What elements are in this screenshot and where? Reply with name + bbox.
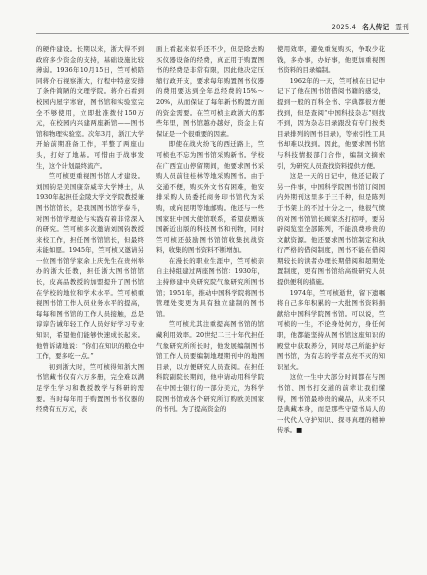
issue-date: 2025.4 <box>331 22 357 31</box>
paragraph: 1962年的一天，竺可桢在日记中记下了他在图书馆借阅书籍的感受，提到一般的百科全书、字典都很方便找到，但是查阅“中国科技杂志”则找不到，因为杂志目录跟没有专门按类目录排列的图书目录)，等索引性工具书却难以找到。因此，他要求图书馆与科技情报部门合作，编制文摘索引，为研究人员查找资料提供方便。 <box>277 76 385 170</box>
paragraph: 面上看起来似乎还不少，但是除去购买仪器设备的经费，真正用于购置图书的经费是非常有限，因此他决定压缩行政开支，要求每年购置图书仪器的费用要达到全年总经费的15%～20%，从而保证了每年新书购置方面的资金需要。在竺可桢主政浙大的那些年里，图书馆越办越好，资金上有保证是一个很重要的因素。 <box>156 45 264 138</box>
paragraph: 在漫长的职业生涯中，竺可桢亲自主持组建过两座图书馆：1930年，主持修建中央研究院气象研究所图书馆；1951年，推动中国科学院将图书管理处变更为具有独立建制的图书馆。 <box>156 256 264 318</box>
paragraph: 的硬件建设。长期以来，浙大得不到政府多少资金的支持，基础设施比较薄弱。1936年10月15日，竺可桢陪同蒋介石视察浙大，行程中特意安排了条件简陋的文理学院。蒋介石看到校园内屋宇寒窘，图书馆和实验室完全不够使用，立即批准拨付150万元，在校园内兴建两座新馆——图书馆和物理实验室。次年3月，浙江大学开始前期准备工作，平整了两座山头，打好了地基。可惜由于战事发生，这个计划最终流产。 <box>36 45 144 170</box>
paragraph: 竺可桢尤其注重提高图书馆的馆藏利用效率。20世纪二三十年代担任气象研究所所长时，他发展编制图书馆工作人员要编制地理期刊中的地图目录，以方便研究人员查阅。在担任科院副院长期间，他申请动用科学院在中国士银行的一部分美元，为科学院图书馆或各个研究所订购欧美国家的书刊。为了提高资金的 <box>156 320 264 414</box>
magazine-name: 名人传记 <box>362 23 390 31</box>
article-column-2 <box>156 44 264 415</box>
paragraph: 这位一生中大部分时间都在与图书馆、图书打交道的前辈让我们懂得，图书馆最珍贵的藏品，从来不只是典藏本身，而是那些守望书局人的一代代人守护知识、探寻真理的精神传承。■ <box>277 373 385 435</box>
page-header <box>332 22 409 31</box>
paragraph: 即使在战火纷飞的西迁路上，竺可桢也不忘为图书馆采购新书。学校在广西宜山停留期间，他要求图书采购人员前往桂林等地采购图书。由于交通不便，购买外文书有困难，他安排采购人员委托商务印书馆代为采购，或向昆明等地邮购。他还与一些国家驻中国大使馆联系，希望获赠该国新近出版的科技图书和刊物，同时竺可桢还鼓励图书馆馆收集抗战资料，收集的图书资料不断增加。 <box>156 140 264 255</box>
article-column-3 <box>277 44 385 436</box>
article-column-1 <box>36 44 144 415</box>
paragraph: 使用效率，避免重复购买，争取少花钱，多办事，办好事，他更加重视图书资料的目录编制。 <box>277 45 385 75</box>
paragraph: 初到浙大时，竺可桢得知浙大图书馆藏书仅有六万多册，完全难以满足学生学习和教授教学与科研的需要。当时每年用于购置图书书仪器的经费有五万元，表 <box>36 362 144 414</box>
paragraph: 竺可桢更重视图书馆人才建设。刘国钧是美国康奈威辛大学博士，从1930年起担任金陵大学文学院教授兼图书馆馆长，是我国图书馆学泰斗，对图书馆学理论与实践有着非常深入的研究。竺可桢多次邀请刘国钧教授来校工作，担任图书馆馆长，但最终未能如愿。1945年，竺可桢又邀请另一位图书馆学家余上庆先生在贵州举办的浙大任教，担任浙大图书馆馆长，皮高品教授的加盟提升了图书馆在学校的地位和学术水平。竺可桢重视图书馆工作人员业务水平的提高，每每和图书馆的工作人员接触，总是谆谆告诫年轻工作人员好好学习专业知识，希望他们能够快速成长起来。他曾诉诸地说：“你们在知识的粮仓中工作，要多吃一点。” <box>36 172 144 361</box>
paragraph: 这是一天的日记中，他还记载了另一件事，中国科学院图书馆订阅国内外期刊这里多于三千种，但是陈列于书架上的不过十分之一，他很气愤的对图书馆馆长顾家杰打招呼，要另辟阅览室全部陈列，不能浪费珍贵的文献资源。他还要求图书馆制定和执行严格的借阅制度，图书不能在借阅期较长的读者办理长期借阅和超期处置制度，更有图书馆给高级研究人员提供便利的措施。 <box>277 172 385 287</box>
article-end-mark: ■ <box>296 426 303 435</box>
header-divider <box>36 33 409 34</box>
paragraph: 1974年，竺可桢逝世，留下遗嘱将自己多年积累的一大批图书资料捐献给中国科学院图书馆。可以说，竺可桢的一生，不论身处何方，身任何职，他都能坚持从图书馆这座知识的殿堂中获取养分，同时尽己所能护好图书馆，为有志的学者点亮不灭的知识星火。 <box>277 288 385 371</box>
section-mark: 霊刊 <box>395 23 409 31</box>
